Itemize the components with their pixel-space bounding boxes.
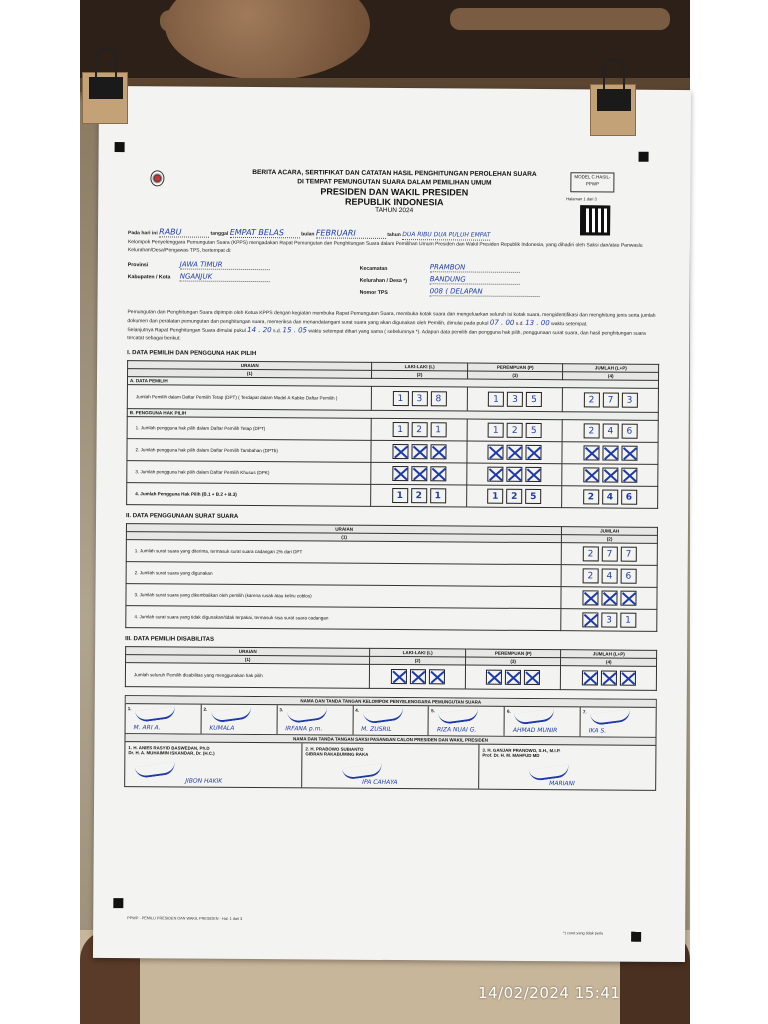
ballot-result-form (93, 86, 691, 962)
digit-box: 1 (488, 391, 504, 406)
saksi-signatures (125, 742, 655, 790)
page-indicator: Halaman 1 dari 3 (566, 196, 597, 202)
candidate-name-2: Dr. H. A. MUHAIMIN ISKANDAR, Dr. (H.C.) (128, 749, 215, 756)
digit-box: 3 (601, 612, 617, 627)
signature-icon (135, 761, 176, 778)
signature-icon (438, 707, 479, 724)
digit-box: 4 (602, 423, 618, 438)
signature-icon (363, 707, 404, 724)
kpps-signature (353, 705, 429, 735)
kpps-signature (277, 705, 353, 735)
digit-box: 1 (430, 422, 446, 437)
model-label: MODEL C.HASIL-PPWP (574, 174, 611, 187)
signature-box (124, 695, 657, 791)
tahun-label: tahun (387, 231, 401, 238)
digit-box: 2 (506, 488, 522, 503)
digit-box: 3 (411, 391, 427, 406)
header-year: TAHUN 2024 (375, 206, 414, 215)
digit-box: 3 (622, 392, 638, 407)
header-line-2: DI TEMPAT PEMUNGUTAN SUARA DALAM PEMILIHAN UMUM (297, 177, 492, 187)
location-block (128, 258, 660, 306)
kelurahan-value: BANDUNG (430, 275, 520, 285)
digit-box: 2 (411, 488, 427, 503)
crossed-digit-box (583, 445, 599, 460)
digit-group (374, 443, 465, 459)
header-title-1: PRESIDEN DAN WAKIL PRESIDEN (320, 186, 469, 198)
right-margin (690, 0, 768, 1024)
crossed-digit-box (582, 590, 598, 605)
provinsi-value: JAWA TIMUR (180, 260, 270, 270)
section-1-title: I. DATA PEMILIH DAN PENGGUNA HAK PILIH (127, 349, 257, 357)
section-3-title: III. DATA PEMILIH DISABILITAS (125, 635, 214, 643)
footer-right: *) coret yang tidak perlu (563, 931, 604, 936)
crossed-digit-box (621, 467, 637, 482)
tps-label: Nomor TPS (359, 289, 388, 296)
procedure-text: Pemungutan dan Penghitungan Suara dipimpin oleh Ketua KPPS dengan kegiatan membuka Rapat Pemungutan Suara, membuka kotak suara dan mengeluarkan seluruh isi kotak suara, mengidentifikasi dan menghitung jenis serta jumlah dokumen dan peralatan pemungutan dan penghitungan suara, memeriksa dan menandatangani surat suara yang akan digunakan oleh Pemilih, dimulai pada pukul (127, 308, 656, 327)
digit-box: 1 (392, 487, 408, 502)
digit-group (564, 590, 655, 606)
section-2-table (125, 523, 658, 632)
digit-group (565, 445, 656, 461)
col-uraian: URAIAN (126, 523, 561, 534)
tanggal-label: tanggal (210, 230, 229, 237)
digit-box: 2 (583, 489, 599, 504)
hari-label: Pada hari ini (128, 229, 158, 236)
digit-box: 2 (582, 546, 598, 561)
bulan-value: FEBRUARI (316, 229, 386, 238)
col-uraian: URAIAN (128, 360, 372, 370)
digit-group (564, 612, 655, 628)
digit-group (565, 467, 656, 483)
end-time: 13 . 00 (525, 318, 550, 327)
row-label: 3. Jumlah pengguna hak pilih dalam Daftar Pemilih Khusus (DPK) (127, 460, 371, 484)
digit-group (564, 568, 655, 584)
sig-number: 1. (128, 744, 133, 750)
digit-box: 7 (620, 546, 636, 561)
digit-group (469, 488, 560, 504)
crossed-digit-box (486, 669, 502, 684)
table-row (126, 605, 657, 631)
crossed-digit-box (602, 445, 618, 460)
provinsi-label: Provinsi (127, 261, 149, 268)
header-title-2: REPUBLIK INDONESIA (344, 196, 444, 208)
digit-box: 2 (507, 422, 523, 437)
crossed-digit-box (582, 612, 598, 627)
kpps-signature (201, 704, 277, 734)
saksi-signature-title: NAMA DAN TANDA TANGAN SAKSI PASANGAN CALON PRESIDEN DAN WAKIL PRESIDEN (125, 734, 655, 746)
candidate-name-2: GIBRAN RAKABUMING RAKA (305, 750, 369, 757)
table-row (125, 662, 656, 690)
tps-value: 008 ( DELAPAN (430, 287, 540, 297)
document-body (124, 138, 661, 790)
digit-box: 6 (621, 423, 637, 438)
kecamatan-label: Kecamatan (359, 265, 388, 272)
col-num: (3) (467, 371, 563, 380)
row-label: 1. Jumlah surat suara yang diterima, termasuk surat suara cadangan 2% dari DPT (126, 539, 562, 564)
procedure-paragraph: Pemungutan dan Penghitungan Suara dipimpin oleh Ketua KPPS dengan kegiatan membuka Rapat Pemungutan Suara, membuka kotak suara dan mengeluarkan seluruh isi kotak suara, mengidentifikasi dan menghitung jenis serta jumlah dokumen dan peralatan pemungutan dan penghitungan suara, memeriksa dan menandatangani surat suara yang akan digunakan oleh Pemilih, dimulai pada pukul 07 . 00 s.d. 13 . 00 waktu setempat. Selanjutnya Rapat Penghitungan Suara dimulai pukul 14 . 20 s.d. 15 . 05 waktu setempat dihari yang sama ( sebelumnya *). Adapun data pemilih dan pengguna hak pilih, penggunaan surat suara, dan hasil penghitungan suara tercatat sebagai berikut: (127, 308, 656, 342)
crossed-digit-box (392, 465, 408, 480)
crossed-digit-box (392, 443, 408, 458)
col-num: (1) (126, 531, 561, 542)
col-num: (1) (126, 654, 370, 664)
digit-box: 2 (583, 423, 599, 438)
saksi-signature (125, 742, 302, 787)
crossed-digit-box (620, 670, 636, 685)
row-label: 2. Jumlah pengguna hak pilih dalam Daftar Pemilih Tambahan (DPTb) (127, 438, 371, 462)
digit-group (468, 669, 559, 685)
count-text: Selanjutnya Rapat Penghitungan Suara dimulai pukul (127, 326, 246, 334)
section-2-title: II. DATA PENGGUNAAN SURAT SUARA (126, 512, 239, 520)
col-num: (2) (370, 656, 466, 665)
crossed-digit-box (488, 444, 504, 459)
wood-rail-right (450, 8, 670, 30)
sig-name: RIZA NUAI G. (436, 725, 477, 734)
candidate-name: H. PRABOWO SUBIANTO (310, 745, 364, 752)
digit-group (565, 423, 656, 439)
table-row (127, 482, 658, 508)
col-num: (4) (561, 657, 657, 666)
intro-text: Kelompok Penyelenggara Pemungutan Suara (KPPS) mengadakan Rapat Pemungutan dan Penghitungan Suara dalam Pemilihan Umum Presiden dan Wakil Presiden Republik Indonesia, yang dihadiri oleh Saksi dan/atau Panwaslu Kelurahan/Desa/Pengawas TPS, bertempat di: (127, 238, 643, 254)
bulan-label: bulan (301, 230, 315, 237)
sig-number: 3. (279, 706, 284, 712)
form-header (128, 168, 660, 217)
sig-name: MARIANI (549, 779, 575, 787)
kecamatan-value: PRAMBON (430, 263, 520, 273)
digit-box: 2 (411, 422, 427, 437)
digit-group (374, 421, 465, 437)
col-num: (2) (372, 370, 468, 379)
left-margin (0, 0, 80, 1024)
kabupaten-value: NGANJUK (180, 272, 270, 282)
row-label: 3. Jumlah surat suara yang dikembalikan oleh pemilih (karena rusak atau keliru coblos) (126, 583, 562, 608)
digit-box: 8 (430, 391, 446, 406)
count-start-time: 14 . 20 (247, 325, 272, 334)
row-label: Jumlah seluruh Pemilih disabilitas yang menggunakan hak pilih (125, 662, 369, 688)
crossed-digit-box (526, 444, 542, 459)
sig-name: IPA CAHAYA (362, 778, 398, 786)
sub-a-title: A. DATA PEMILIH (127, 376, 658, 388)
tahun-value: DUA RIBU DUA PULUH EMPAT (402, 230, 491, 239)
crossed-digit-box (430, 444, 446, 459)
digit-group (373, 487, 464, 503)
signature-icon (590, 708, 631, 725)
digit-group (470, 391, 561, 407)
col-jumlah: JUMLAH (562, 526, 658, 535)
kpps-signature (126, 704, 202, 734)
crossed-digit-box (601, 590, 617, 605)
col-laki: LAKI-LAKI (L) (372, 362, 468, 371)
digit-group (563, 670, 654, 686)
tanggal-value: EMPAT BELAS (230, 228, 300, 237)
binder-clip-right (590, 84, 636, 136)
digit-group (565, 392, 656, 408)
digit-box: 4 (601, 568, 617, 583)
digit-box: 1 (392, 421, 408, 436)
digit-group (372, 668, 463, 684)
count-text-tail: waktu setempat dihari yang sama ( sebelumnya *). Adapun data pemilih dan pengguna hak pilih, penggunaan surat suara, dan hasil penghitungan suara tercatat sebagai berikut: (127, 327, 646, 342)
sig-name: JIBON HAKIK (185, 777, 223, 785)
crossed-digit-box (507, 444, 523, 459)
candidate-name-2: Prof. Dr. H. M. MAHFUD MD (482, 752, 540, 758)
sig-name: IRFANA p.m. (285, 724, 323, 733)
sig-number: 2. (305, 745, 310, 751)
crossed-digit-box (411, 466, 427, 481)
digit-group (374, 465, 465, 481)
digit-box: 5 (526, 422, 542, 437)
crossed-digit-box (409, 669, 425, 684)
col-perempuan: PEREMPUAN (P) (467, 363, 563, 372)
digit-group (469, 466, 560, 482)
sig-name: KUMALA (209, 724, 235, 732)
digit-box: 2 (584, 392, 600, 407)
col-uraian: URAIAN (126, 646, 370, 656)
col-num: (4) (563, 371, 659, 380)
digit-group (469, 422, 560, 438)
crossed-digit-box (505, 669, 521, 684)
kpps-signature (429, 706, 505, 736)
signature-icon (211, 706, 252, 723)
digit-group (565, 489, 656, 505)
digit-box: 7 (603, 392, 619, 407)
kpps-signature-title: NAMA DAN TANDA TANGAN KELOMPOK PENYELENGGARA PEMUNGUTAN SUARA (126, 696, 656, 708)
saksi-signature (479, 744, 655, 789)
footer-left: PPWP - PEMILU PRESIDEN DAN WAKIL PRESIDEN - Hal. 1 dari 3 (127, 916, 243, 921)
digit-box: 1 (430, 488, 446, 503)
digit-box: 3 (507, 391, 523, 406)
digit-box: 5 (525, 488, 541, 503)
col-num: (3) (465, 657, 561, 666)
start-time: 07 . 00 (489, 318, 515, 327)
section-1-table (126, 360, 659, 509)
candidate-name: H. ANIES RASYID BASWEDAN, Ph.D (133, 744, 210, 751)
col-num: (1) (128, 368, 372, 378)
digit-box: 1 (620, 612, 636, 627)
crossed-digit-box (583, 467, 599, 482)
digit-box: 1 (488, 422, 504, 437)
crossed-digit-box (428, 669, 444, 684)
crossed-digit-box (430, 466, 446, 481)
crossed-digit-box (620, 590, 636, 605)
crossed-digit-box (524, 669, 540, 684)
signature-icon (135, 705, 176, 722)
kpps-signature (581, 707, 656, 737)
digit-box: 4 (602, 489, 618, 504)
sig-number: 4. (355, 707, 360, 713)
hari-value: RABU (159, 228, 209, 237)
col-laki: LAKI-LAKI (L) (370, 648, 466, 657)
section-3-table (125, 646, 657, 691)
sig-name: AHMAD MUNIR (512, 726, 558, 734)
corner-marker (115, 142, 125, 152)
kelurahan-label: Kelurahan / Desa *) (359, 277, 408, 284)
digit-group (469, 444, 560, 460)
sig-number: 5. (431, 707, 435, 713)
sub-b-title: B. PENGGUNA HAK PILIH (127, 408, 658, 420)
kpps-signatures (126, 704, 656, 738)
sig-name: M. ARI A. (133, 723, 161, 731)
crossed-digit-box (582, 670, 598, 685)
digit-box: 7 (601, 546, 617, 561)
sig-number: 7. (582, 708, 587, 714)
signature-icon (514, 708, 555, 725)
header-line-1: BERITA ACARA, SERTIFIKAT DAN CATATAN HASIL PENGHITUNGAN PEROLEHAN SUARA (252, 169, 537, 179)
col-jumlah: JUMLAH (L+P) (561, 649, 657, 658)
sig-number: 6. (506, 708, 511, 714)
corner-marker (113, 898, 123, 908)
crossed-digit-box (525, 466, 541, 481)
sig-number: 3. (482, 747, 487, 753)
digit-box: 2 (582, 568, 598, 583)
sig-number: 1. (127, 705, 132, 711)
time-suffix: waktu setempat. (551, 320, 588, 327)
crossed-digit-box (601, 670, 617, 685)
digit-box: 1 (487, 488, 503, 503)
digit-box: 6 (621, 489, 637, 504)
saksi-signature (302, 743, 479, 788)
table-row (127, 384, 658, 412)
row-label: 1. Jumlah pengguna hak pilih dalam Daftar Pemilih Tetap (DPT) (127, 416, 371, 440)
col-jumlah: JUMLAH (L+P) (563, 363, 659, 372)
digit-box: 6 (620, 568, 636, 583)
row-label: 4. Jumlah surat suara yang tidak digunakan/tidak terpakai, termasuk sisa surat suara cadangan (126, 605, 562, 630)
sig-number: 2. (203, 706, 208, 712)
count-end-time: 15 . 05 (282, 325, 308, 334)
crossed-digit-box (602, 467, 618, 482)
row-label: 4. Jumlah Pengguna Hak Pilih (B.1 + B.2 + B.3) (127, 482, 371, 506)
binder-clip-left (82, 72, 128, 124)
digit-box: 1 (392, 390, 408, 405)
crossed-digit-box (621, 445, 637, 460)
corner-marker (631, 932, 641, 942)
digit-group (374, 390, 465, 406)
row-label: 2. Jumlah surat suara yang digunakan (126, 561, 562, 586)
sig-name: IKA S. (588, 726, 607, 735)
kabupaten-label: Kabupaten / Kota (127, 273, 171, 280)
intro-paragraph (128, 228, 660, 258)
col-perempuan: PEREMPUAN (P) (465, 649, 561, 658)
digit-box: 5 (526, 391, 542, 406)
crossed-digit-box (390, 668, 406, 683)
crossed-digit-box (506, 466, 522, 481)
sig-name: M. ZUSRIL (361, 725, 392, 733)
photo-timestamp: 14/02/2024 15:41 (478, 984, 621, 1002)
signature-icon (287, 706, 328, 723)
col-num: (2) (562, 534, 658, 543)
kpps-signature (505, 706, 581, 736)
crossed-digit-box (487, 466, 503, 481)
crossed-digit-box (411, 444, 427, 459)
digit-group (564, 546, 655, 562)
candidate-name: H. GANJAR PRANOWO, S.H., M.I.P. (487, 747, 561, 753)
row-label: Jumlah Pemilih dalam Daftar Pemilih Tetap (DPT) ( Terdapat dalam Model A Kabko Daftar Pemilih ) (127, 384, 371, 410)
